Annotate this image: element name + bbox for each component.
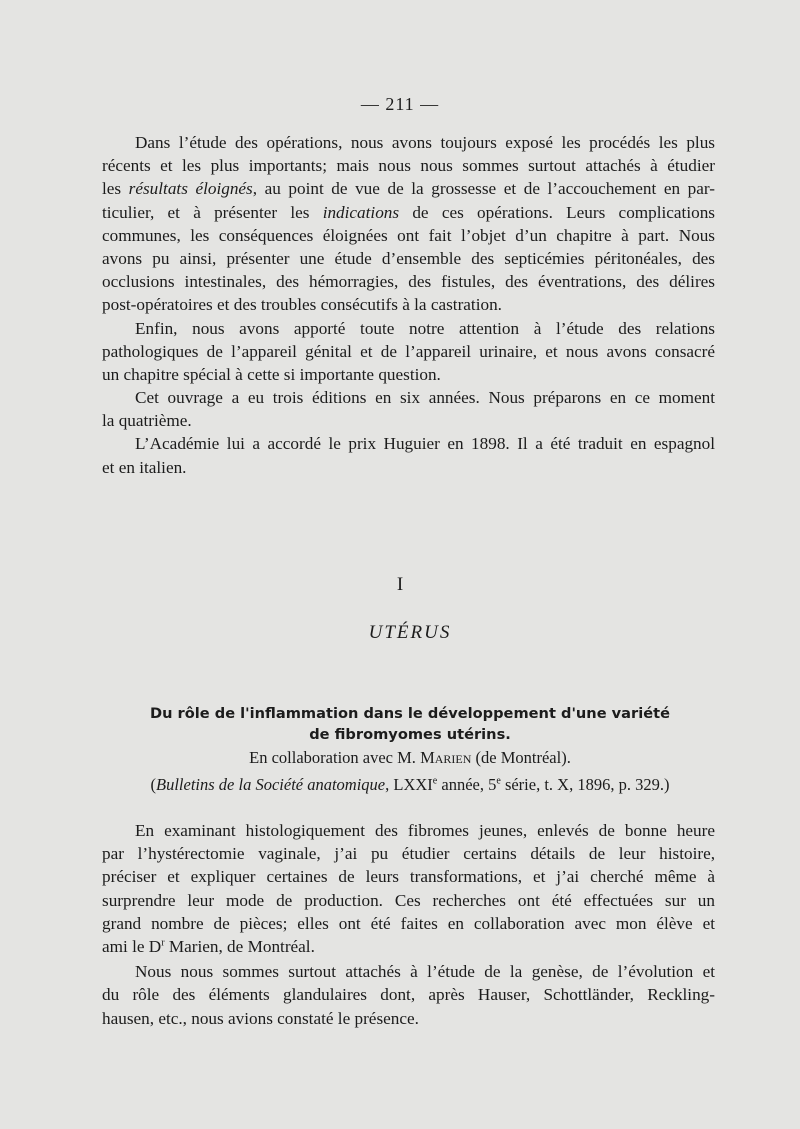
text-line: avons pu ainsi, présenter une étude d’ensemble des septicémies péritonéales, des — [102, 248, 715, 268]
text-line: post-opératoires et des troubles consécutifs à la castration. — [102, 295, 502, 315]
italic-phrase: résultats éloignés — [128, 179, 253, 199]
article-reference: (Bulletins de la Société anatomique, LXXIe année, 5e série, t. X, 1896, p. 329.) — [150, 775, 670, 794]
journal-name: Bulletins de la Société anatomique — [156, 775, 386, 794]
body-paragraphs — [102, 819, 715, 1030]
text-line: surprendre leur mode de production. Ces recherches ont été effectuées sur un — [102, 890, 715, 910]
section-number: I — [396, 574, 404, 595]
article-title-line-2: de fibromyomes utérins. — [309, 726, 511, 743]
italic-phrase: indications — [322, 202, 400, 222]
text-line: ami le $D^r$ Marien, de Montréal. — [102, 936, 315, 956]
text-line: du rôle des éléments glandulaires dont, après Hauser, Schottländer, Reckling- — [102, 985, 715, 1005]
collaborator-name: Marien — [420, 748, 472, 767]
text-line: occlusions intestinales, des hémorragies, des fistules, des éventrations, des délires — [102, 272, 715, 292]
text-line: par l’hystérectomie vaginale, j’ai pu étudier certains détails de leur histoire, — [102, 844, 715, 864]
text-line: Cet ouvrage a eu trois éditions en six années. Nous préparons en ce moment — [135, 388, 715, 408]
text-line: communes, les conséquences éloignées ont fait l’objet d’un chapitre à part. Nous — [102, 225, 715, 245]
text-line: et en italien. — [102, 457, 187, 477]
text-line: ticulier, et à présenter les indications de ces opérations. Leurs complications — [102, 202, 715, 222]
text-line: Enfin, nous avons apporté toute notre attention à l’étude des relations — [135, 318, 715, 338]
text-line: En examinant histologiquement des fibromes jeunes, enlevés de bonne heure — [135, 821, 715, 840]
text-line: préciser et expliquer certaines de leurs transformations, et j’ai cherché même à — [102, 867, 715, 887]
text-line: les résultats éloignés, au point de vue de la grossesse et de l’accouchement en par- — [102, 179, 715, 199]
article-collaboration: En collaboration avec M. Marien (de Montréal). — [249, 748, 571, 767]
text-line: Nous nous sommes surtout attachés à l’étude de la genèse, de l’évolution et — [135, 962, 715, 982]
text-line: récents et les plus importants; mais nous nous sommes surtout attachés à étudier — [102, 156, 715, 176]
text-line: un chapitre spécial à cette si importante question. — [102, 364, 441, 384]
text-line: la quatrième. — [102, 411, 192, 431]
text-line: pathologiques de l’appareil génital et de l’appareil urinaire, et nous avons consacré — [102, 341, 715, 361]
intro-paragraphs — [102, 131, 715, 479]
text-line: hausen, etc., nous avions constaté le présence. — [102, 1008, 419, 1028]
text-line: Dans l’étude des opérations, nous avons toujours exposé les procédés les plus — [135, 133, 715, 152]
page-number: — 211 — — [360, 94, 440, 114]
text-line: L’Académie lui a accordé le prix Huguier en 1898. Il a été traduit en espagnol — [135, 434, 715, 454]
article-title-line-1: Du rôle de l'inflammation dans le développement d'une variété — [149, 705, 671, 722]
section-title: UTÉRUS — [368, 622, 452, 643]
text-line: grand nombre de pièces; elles ont été faites en collaboration avec mon élève et — [102, 913, 715, 933]
